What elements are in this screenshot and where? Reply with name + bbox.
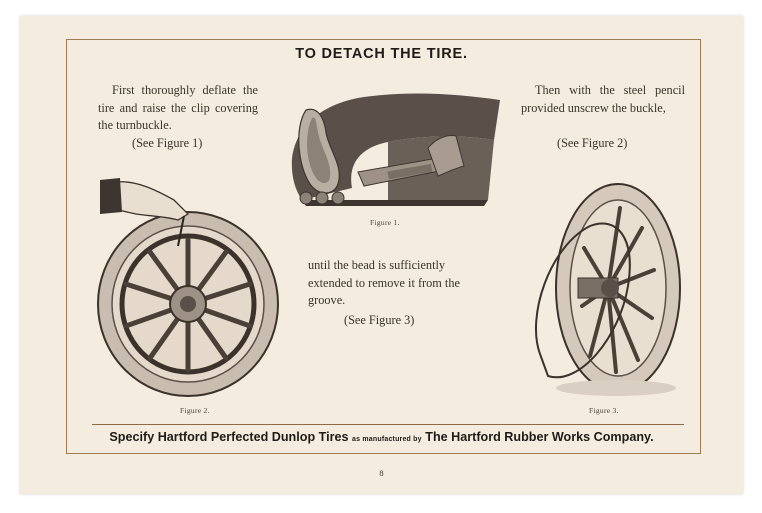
figure-2-illustration <box>96 176 286 401</box>
figure-3-illustration <box>520 176 690 401</box>
step-3-figure-ref: (See Figure 3) <box>344 313 415 327</box>
figure-1-illustration <box>288 88 504 212</box>
step-3-text: until the bead is sufficiently extended to remove it from the groove. <box>308 258 460 307</box>
page-number: 8 <box>379 468 384 478</box>
footer-manufactured-by: as manufactured by <box>352 436 422 443</box>
figure-3-caption: Figure 3. <box>589 406 619 415</box>
footer-advertisement <box>20 430 743 444</box>
footer-company-name: The Hartford Rubber Works Company. <box>425 430 654 444</box>
footer-brand-text: Specify Hartford Perfected Dunlop Tires <box>109 430 349 444</box>
step-2-figure-ref: (See Figure 2) <box>557 136 628 150</box>
step-1-text: First thoroughly deflate the tire and raise the clip covering the turnbuckle. <box>98 83 258 132</box>
step-2-text: Then with the steel pencil provided unscrew the buckle, <box>521 83 685 115</box>
page-title: TO DETACH THE TIRE. <box>295 46 468 62</box>
page-sheet <box>20 16 743 494</box>
figure-1-caption: Figure 1. <box>370 218 400 227</box>
figure-2-caption: Figure 2. <box>180 406 210 415</box>
step-1-figure-ref: (See Figure 1) <box>132 136 203 150</box>
footer-divider <box>92 424 684 425</box>
